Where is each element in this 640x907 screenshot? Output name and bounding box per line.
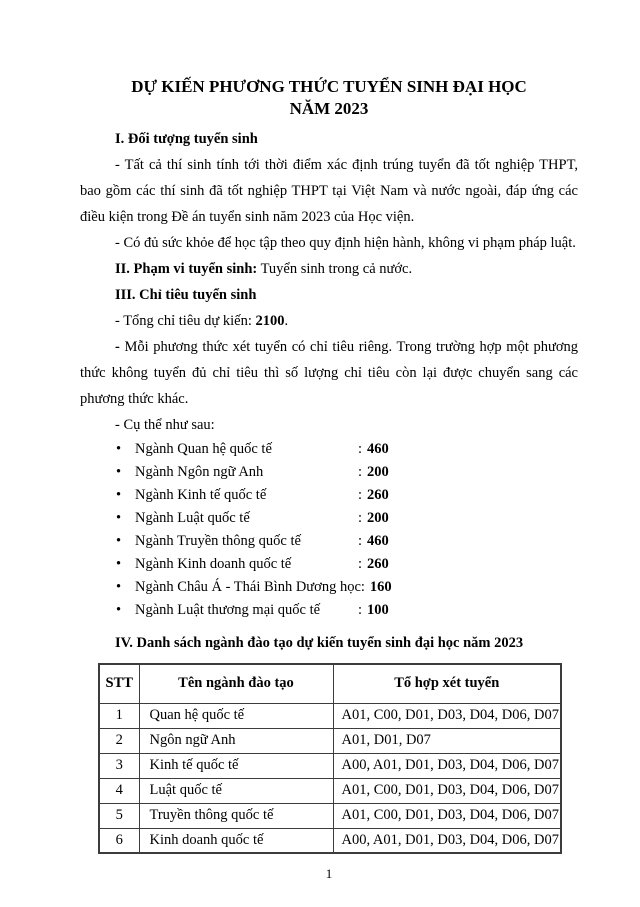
quota-label: Ngành Luật quốc tế: [135, 510, 250, 526]
quota-value: 260: [367, 556, 389, 572]
quota-colon: :: [358, 441, 363, 457]
quota-label: Ngành Luật thương mại quốc tế: [135, 602, 321, 618]
quota-colon: :: [358, 487, 363, 503]
quota-colon: :: [358, 556, 363, 572]
method-quota-text: Mỗi phương thức xét tuyển có chỉ tiêu riêng. Trong trường hợp một phương thức không tuyển đủ chỉ tiêu thì số lượng chỉ tiêu còn lại được chuyển sang các phương thức khác.: [80, 339, 578, 407]
bullet-icon: •: [116, 602, 122, 618]
cell-combo: A01, C00, D01, D03, D04, D06, D07: [333, 778, 561, 803]
section-heading-4: IV. Danh sách ngành đào tạo dự kiến tuyển sinh đại học năm 2023: [115, 635, 524, 651]
quota-item: [80, 461, 578, 484]
section-heading-3: III. Chỉ tiêu tuyển sinh: [115, 287, 257, 303]
quota-label: Ngành Ngôn ngữ Anh: [135, 464, 264, 480]
quota-colon: :: [358, 533, 363, 549]
bullet-icon: •: [116, 533, 122, 549]
paragraph-detail-intro: - Cụ thể như sau:: [115, 417, 215, 433]
section-heading-1: I. Đối tượng tuyển sinh: [115, 131, 258, 147]
table-row: [99, 828, 561, 853]
cell-stt: 4: [99, 778, 139, 803]
quota-value: 200: [367, 510, 389, 526]
cell-stt: 5: [99, 803, 139, 828]
bullet-icon: •: [116, 464, 122, 480]
quota-item: [80, 553, 578, 576]
bullet-icon: •: [116, 579, 122, 595]
total-quota-label: - Tổng chỉ tiêu dự kiến:: [115, 313, 256, 329]
cell-name: Kinh tế quốc tế: [139, 753, 333, 778]
page-title-line2: NĂM 2023: [289, 99, 369, 118]
quota-item: [80, 507, 578, 530]
table-row: [99, 703, 561, 728]
cell-name: Quan hệ quốc tế: [139, 703, 333, 728]
table-header-row: [99, 664, 561, 703]
table-row: [99, 803, 561, 828]
bullet-icon: •: [116, 441, 122, 457]
quota-label: Ngành Quan hệ quốc tế: [135, 441, 272, 457]
cell-stt: 3: [99, 753, 139, 778]
cell-name: Kinh doanh quốc tế: [139, 828, 333, 853]
table-row: [99, 778, 561, 803]
quota-colon: :: [358, 464, 363, 480]
method-quota-dash: -: [115, 339, 125, 355]
cell-name: Ngôn ngữ Anh: [139, 728, 333, 753]
total-quota-period: .: [284, 313, 289, 329]
quota-item: [80, 576, 578, 599]
section-2-text: Tuyển sinh trong cả nước.: [257, 261, 413, 277]
majors-table: [98, 663, 562, 854]
quota-label: Ngành Truyền thông quốc tế: [135, 533, 301, 549]
table-header-combo: Tổ hợp xét tuyển: [333, 664, 561, 703]
bullet-icon: •: [116, 510, 122, 526]
section-2-line: [80, 256, 578, 282]
page-title-line1: DỰ KIẾN PHƯƠNG THỨC TUYỂN SINH ĐẠI HỌC: [131, 77, 527, 96]
quota-colon: :: [358, 510, 363, 526]
cell-combo: A01, C00, D01, D03, D04, D06, D07: [333, 803, 561, 828]
quota-value: 100: [367, 602, 389, 618]
cell-combo: A01, C00, D01, D03, D04, D06, D07: [333, 703, 561, 728]
section-heading-2: II. Phạm vi tuyển sinh:: [115, 261, 258, 277]
quota-value: 260: [367, 487, 389, 503]
quota-label: Ngành Kinh doanh quốc tế: [135, 556, 292, 572]
bullet-icon: •: [116, 487, 122, 503]
bullet-icon: •: [116, 556, 122, 572]
quota-colon: :: [360, 579, 365, 595]
quota-item: [80, 484, 578, 507]
cell-stt: 6: [99, 828, 139, 853]
quota-list: [80, 438, 578, 622]
cell-combo: A00, A01, D01, D03, D04, D06, D07: [333, 753, 561, 778]
cell-combo: A00, A01, D01, D03, D04, D06, D07: [333, 828, 561, 853]
cell-combo: A01, D01, D07: [333, 728, 561, 753]
cell-name: Luật quốc tế: [139, 778, 333, 803]
quota-label: Ngành Châu Á - Thái Bình Dương học: [135, 579, 361, 595]
table-header-name: Tên ngành đào tạo: [139, 664, 333, 703]
quota-value: 460: [367, 533, 389, 549]
table-header-stt: STT: [99, 664, 139, 703]
paragraph-total-quota: [80, 308, 578, 334]
table-row: [99, 728, 561, 753]
table-row: [99, 753, 561, 778]
page-title: [80, 76, 578, 120]
quota-value: 200: [367, 464, 389, 480]
quota-value: 460: [367, 441, 389, 457]
quota-label: Ngành Kinh tế quốc tế: [135, 487, 267, 503]
quota-item: [80, 599, 578, 622]
paragraph-method-quota: [80, 334, 578, 412]
cell-name: Truyền thông quốc tế: [139, 803, 333, 828]
page-number: 1: [325, 866, 333, 881]
paragraph-eligibility: - Tất cả thí sinh tính tới thời điểm xác định trúng tuyển đã tốt nghiệp THPT, bao gồm các thí sinh đã tốt nghiệp THPT tại Việt Nam và nước ngoài, đáp ứng các điều kiện trong Đề án tuyển sinh năm 2023 của Học viện.: [80, 157, 578, 225]
quota-colon: :: [358, 602, 363, 618]
total-quota-value: 2100: [255, 313, 285, 329]
paragraph-health: - Có đủ sức khỏe để học tập theo quy định hiện hành, không vi phạm pháp luật.: [115, 235, 576, 251]
quota-item: [80, 530, 578, 553]
quota-item: [80, 438, 578, 461]
quota-value: 160: [369, 579, 392, 595]
cell-stt: 2: [99, 728, 139, 753]
cell-stt: 1: [99, 703, 139, 728]
